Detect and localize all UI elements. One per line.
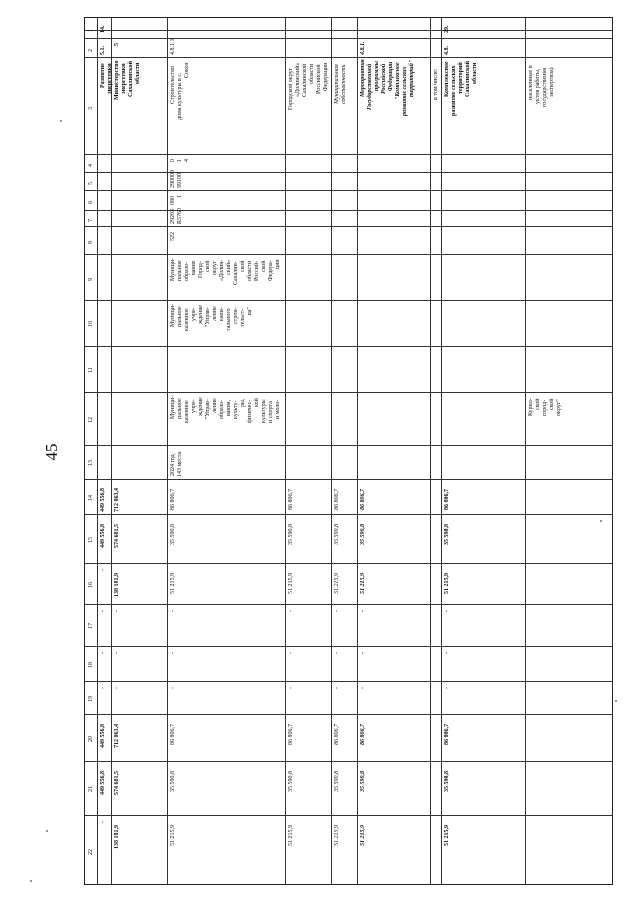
- header-number: 9: [88, 278, 94, 281]
- cell-r_mun-c15: 35 590,8: [334, 523, 340, 545]
- field-separator: [85, 210, 612, 211]
- cell-r_min-c3: энергетики: [121, 63, 127, 94]
- header-number: 20: [88, 735, 94, 742]
- cell-r0-c12: ской: [549, 398, 555, 410]
- cell-r14-c15: 449 556,8: [100, 523, 106, 548]
- field-separator: [85, 646, 612, 647]
- header-number: 6: [88, 201, 94, 204]
- cell-r4811-c4: 0: [170, 159, 176, 163]
- page-number: 45: [42, 443, 61, 461]
- field-separator: [85, 154, 612, 155]
- record-separator: [111, 18, 112, 884]
- header-number: 7: [88, 219, 94, 222]
- cell-r4811-c9: ский»: [226, 260, 232, 275]
- cell-r4811-c10: ва": [247, 306, 253, 315]
- cell-r4811-c10: казенное: [184, 307, 190, 331]
- cell-r_dolinsk-c3: Сахалинской: [302, 63, 308, 98]
- header-number: 22: [88, 848, 94, 855]
- header-number: 17: [88, 623, 94, 629]
- cell-r29-c2: 4.8.: [444, 46, 450, 55]
- cell-r4811-c5: 290008: [170, 170, 176, 188]
- cell-r4811-c12: культуры: [261, 398, 267, 423]
- cell-r_dolinsk-c3: «Долинский»: [295, 62, 301, 98]
- cell-r4811-c12: "Управ-: [205, 399, 211, 420]
- cell-r4811-c12: образо-: [219, 400, 225, 420]
- cell-r29-c3: территорий: [458, 62, 464, 94]
- cell-r29-c21: 35 590,8: [444, 770, 450, 792]
- record-separator: [441, 18, 442, 884]
- cell-r0-c12: Курил-: [528, 398, 534, 417]
- cell-r14-c1: 14.: [100, 25, 106, 33]
- cell-r4811-c10: Муници-: [170, 304, 176, 328]
- field-separator: [85, 445, 612, 446]
- cell-r_mun-c19: -: [334, 687, 340, 690]
- cell-r14-c17: -: [100, 610, 106, 613]
- cell-r_min-c15: 574 681,5: [114, 523, 120, 548]
- cell-r481-c22: 51 215,9: [360, 824, 366, 846]
- cell-r4811-c9: Муници-: [170, 258, 176, 282]
- cell-r4811-c9: ской: [261, 260, 267, 272]
- field-separator: [85, 346, 612, 347]
- field-separator: [85, 190, 612, 191]
- cell-r4811-c5: 99100: [177, 173, 183, 188]
- cell-r481-c20: 86 806,7: [360, 723, 366, 745]
- record-separator: [430, 18, 431, 884]
- cell-r4811-c6: 080: [170, 195, 176, 205]
- cell-r4811-c12: кой: [254, 397, 260, 407]
- cell-r4811-c12: ждение: [198, 397, 204, 417]
- header-number: 16: [88, 581, 94, 588]
- cell-r_dolinsk-c3: Федерации: [323, 62, 329, 91]
- cell-r4811-c9: ской: [205, 260, 211, 272]
- cell-r_min-c3: области: [135, 63, 141, 85]
- scan-speck: [30, 880, 32, 882]
- cell-r_mun-c3: собственность: [341, 64, 347, 104]
- cell-r4811-c21: 35 590,8: [170, 770, 176, 792]
- cell-r14-c20: 449 556,8: [100, 723, 106, 748]
- cell-r4811-c12: пальное: [177, 398, 183, 420]
- cell-r_min-c21: 574 681,5: [114, 770, 120, 795]
- cell-r_dolinsk-c18: -: [288, 652, 294, 655]
- cell-r_mun-c14: 86 806,7: [334, 488, 340, 510]
- cell-r0-c3: населенные п: [528, 65, 534, 101]
- cell-r4811-c22: 51 215,9: [170, 824, 176, 846]
- cell-r481-c18: -: [360, 652, 366, 655]
- cell-r4811-c12: казенное: [184, 399, 190, 423]
- cell-r14-c21: 449 556,8: [100, 770, 106, 795]
- scan-speck: [46, 830, 48, 832]
- cell-r4811-c12: и моло-: [275, 399, 281, 420]
- cell-r4811-c12: ры,: [240, 398, 246, 407]
- cell-r4811-c3: Сокол: [184, 62, 190, 78]
- cell-r29-c22: 51 215,9: [444, 824, 450, 846]
- cell-r481-c2: 4.8.1.: [360, 41, 366, 55]
- scan-speck: [600, 520, 602, 522]
- cell-r29-c3: развитие сельских: [451, 65, 457, 117]
- field-separator: [85, 604, 612, 605]
- cell-r481-c15: 35 590,8: [360, 523, 366, 545]
- cell-r4811-c10: капи-: [219, 307, 225, 321]
- cell-r4811-c10: пальное: [177, 306, 183, 328]
- cell-r4811-c4: 4: [184, 159, 190, 163]
- record-separator: [285, 18, 286, 884]
- cell-r4811-c20: 86 806,7: [170, 723, 176, 745]
- record-separator: [97, 18, 98, 884]
- cell-r_min-c2: 5: [114, 43, 120, 47]
- cell-r0-c3: государственна: [542, 67, 548, 107]
- header-number: 8: [88, 241, 94, 244]
- cell-r481-c3: Федерации: [388, 61, 394, 91]
- cell-r0-c12: ской: [535, 398, 541, 410]
- cell-r4811-c9: Федера-: [268, 260, 274, 282]
- cell-r4811-c10: тального: [226, 307, 232, 331]
- cell-r29-c18: -: [444, 652, 450, 655]
- field-separator: [85, 300, 612, 301]
- header-separator: [85, 30, 612, 31]
- cell-r_min-c19: -: [114, 687, 120, 690]
- record-separator: [331, 18, 332, 884]
- cell-r4811-c17: -: [170, 610, 176, 613]
- cell-r4811-c4: 1: [177, 159, 183, 163]
- cell-r4811-c9: ции: [275, 258, 281, 269]
- cell-r4811-c14: 86 806,7: [170, 488, 176, 510]
- scan-speck: [60, 120, 62, 122]
- cell-r29-c1: 29.: [444, 25, 450, 33]
- cell-r_min-c22: 138 181,9: [114, 824, 120, 849]
- field-separator: [85, 563, 612, 564]
- cell-r4811-c9: «Долин-: [219, 259, 225, 282]
- cell-r4811-c18: -: [170, 652, 176, 655]
- cell-r4811-c10: строи-: [233, 307, 239, 325]
- cell-r481-c3: территорий": [409, 60, 415, 98]
- cell-r4811-c15: 35 590,8: [170, 523, 176, 545]
- header-number: 11: [88, 367, 94, 373]
- cell-r_dolinsk-c17: -: [288, 610, 294, 613]
- header-number: 13: [88, 460, 94, 466]
- cell-r29-c20: 86 806,7: [444, 723, 450, 745]
- field-separator: [85, 172, 612, 173]
- cell-r14-c3: Развитие: [100, 62, 106, 88]
- cell-r4811-c10: ление: [212, 306, 218, 321]
- header-number: 18: [88, 661, 94, 668]
- cell-r14-c16: -: [100, 569, 106, 572]
- cell-r4811-c9: Сахалин-: [233, 260, 239, 285]
- cell-r4811-c2: 4.8.1.1: [170, 38, 176, 55]
- cell-r_dolinsk-c3: Городской округ: [288, 67, 294, 110]
- cell-r_min-c16: 138 181,9: [114, 572, 120, 597]
- cell-r4811-c12: учре-: [191, 399, 197, 413]
- cell-r14-c19: -: [100, 687, 106, 690]
- cell-r29-c16: 51 215,9: [444, 572, 450, 594]
- cell-r_dolinsk-c21: 35 590,8: [288, 770, 294, 792]
- cell-r_mun-c3: Муниципальная: [334, 63, 340, 104]
- cell-r_mun-c18: -: [334, 652, 340, 655]
- cell-r_dolinsk-c14: 86 806,7: [288, 488, 294, 510]
- header-number: 1: [88, 29, 94, 32]
- header-number: 21: [88, 786, 94, 792]
- cell-r_dolinsk-c20: 86 806,7: [288, 723, 294, 745]
- cell-r4811-c7: 29203: [170, 209, 176, 224]
- cell-r4811-c13: 2024 год: [170, 453, 176, 476]
- record-separator: [525, 18, 526, 884]
- cell-r4811-c12: ление: [212, 398, 218, 413]
- cell-r4811-c12: и спорта: [268, 400, 274, 423]
- cell-r4811-c9: пальное: [177, 260, 183, 282]
- cell-r29-c3: области: [472, 63, 478, 85]
- header-number: 10: [88, 321, 94, 327]
- cell-r_incl-c3: в том числе:: [433, 69, 439, 101]
- cell-r481-c3: развитие сельских: [402, 66, 408, 117]
- cell-r481-c3: Мероприятия: [360, 59, 366, 98]
- cell-r481-c3: Российской: [381, 63, 387, 94]
- cell-r4811-c13: 143 места: [177, 451, 183, 477]
- cell-r4811-c7: R5760: [177, 207, 183, 224]
- cell-r4811-c19: -: [170, 687, 176, 690]
- cell-r29-c3: Комплексное: [444, 61, 450, 98]
- cell-r_min-c20: 712 863,4: [114, 723, 120, 748]
- cell-r4811-c12: вания,: [226, 400, 232, 417]
- cell-r481-c14: 86 806,7: [360, 488, 366, 510]
- field-separator: [85, 38, 612, 39]
- cell-r4811-c12: Муници-: [170, 396, 176, 420]
- field-separator: [85, 57, 612, 58]
- header-number: 5: [88, 182, 94, 185]
- cell-r4811-c9: Город-: [198, 261, 204, 279]
- cell-r481-c3: "Комплексное: [395, 62, 401, 101]
- field-separator: [85, 254, 612, 255]
- cell-r481-c3: программы: [374, 60, 380, 91]
- cell-r_dolinsk-c16: 51 215,9: [288, 572, 294, 594]
- field-separator: [85, 761, 612, 762]
- cell-r_dolinsk-c15: 35 590,8: [288, 523, 294, 545]
- cell-r29-c14: 86 806,7: [444, 488, 450, 510]
- cell-r481-c3: Государственной: [367, 63, 373, 110]
- cell-r_min-c3: Сахалинской: [128, 61, 134, 98]
- cell-r0-c3: уктов работы,: [535, 68, 541, 104]
- cell-r_min-c18: -: [114, 652, 120, 655]
- cell-r_min-c14: 712 863,4: [114, 488, 120, 512]
- cell-r29-c15: 35 590,8: [444, 523, 450, 545]
- field-separator: [85, 392, 612, 393]
- cell-r_dolinsk-c19: -: [288, 687, 294, 690]
- cell-r4811-c12: культу-: [233, 400, 239, 420]
- cell-r0-c3: экспертиза): [549, 67, 555, 98]
- cell-r29-c17: -: [444, 610, 450, 613]
- cell-r4811-c9: округ: [212, 260, 218, 275]
- scan-speck: [615, 700, 617, 702]
- field-separator: [85, 815, 612, 816]
- cell-r4811-c9: Россий-: [254, 261, 260, 282]
- field-separator: [85, 514, 612, 515]
- cell-r14-c2: 5.1.: [100, 46, 106, 55]
- header-number: 3: [88, 106, 94, 110]
- cell-r14-c14: 449 556,8: [100, 488, 106, 512]
- cell-r_mun-c16: 51 215,9: [334, 572, 340, 594]
- cell-r4811-c3: дома культуры в с.: [177, 72, 183, 120]
- cell-r_mun-c21: 35 590,8: [334, 770, 340, 792]
- header-number: 14: [88, 494, 94, 501]
- cell-r4811-c10: учре-: [191, 307, 197, 321]
- cell-r_dolinsk-c3: Российской: [316, 64, 322, 94]
- record-separator: [167, 18, 168, 884]
- field-separator: [85, 479, 612, 480]
- field-separator: [85, 226, 612, 227]
- field-separator: [85, 681, 612, 682]
- header-number: 19: [88, 695, 94, 702]
- cell-r0-c12: округ": [556, 399, 562, 417]
- cell-r4811-c10: ждение: [198, 305, 204, 325]
- cell-r4811-c10: "Управ-: [205, 307, 211, 328]
- record-separator: [357, 18, 358, 884]
- cell-r481-c21: 35 590,8: [360, 770, 366, 792]
- cell-r4811-c9: вание: [191, 260, 197, 275]
- budget-table: [84, 17, 613, 885]
- header-number: 12: [88, 416, 94, 423]
- cell-r_dolinsk-c22: 51 215,9: [288, 824, 294, 846]
- header-number: 15: [88, 536, 94, 543]
- cell-r_mun-c20: 86 806,7: [334, 723, 340, 745]
- cell-r_mun-c17: -: [334, 610, 340, 613]
- cell-r4811-c10: тельст-: [240, 309, 246, 328]
- cell-r481-c16: 51 215,9: [360, 572, 366, 594]
- cell-r4811-c16: 51 215,9: [170, 572, 176, 594]
- cell-r14-c18: -: [100, 652, 106, 655]
- header-number: 2: [88, 48, 94, 52]
- cell-r29-c3: Сахалинской: [465, 61, 471, 98]
- cell-r4811-c12: физичес-: [247, 399, 253, 423]
- cell-r29-c19: -: [444, 687, 450, 690]
- cell-r4811-c8: 522: [170, 231, 176, 241]
- cell-r481-c19: -: [360, 687, 366, 690]
- cell-r_mun-c22: 51 215,9: [334, 824, 340, 846]
- cell-r_min-c3: Министерство: [114, 60, 120, 101]
- cell-r_dolinsk-c3: области: [309, 64, 315, 85]
- cell-r4811-c9: ской: [240, 260, 246, 272]
- cell-r4811-c6: 1: [177, 195, 183, 199]
- cell-r_min-c17: -: [114, 610, 120, 613]
- cell-r481-c17: -: [360, 610, 366, 613]
- header-number: 4: [88, 164, 94, 167]
- cell-r0-c12: город-: [542, 399, 548, 417]
- cell-r4811-c3: Строительство: [170, 65, 176, 104]
- cell-r14-c22: -: [100, 821, 106, 824]
- field-separator: [85, 714, 612, 715]
- cell-r4811-c9: образо-: [184, 262, 190, 282]
- cell-r4811-c9: области: [247, 261, 253, 282]
- cell-r14-c3: энергетики: [107, 63, 113, 94]
